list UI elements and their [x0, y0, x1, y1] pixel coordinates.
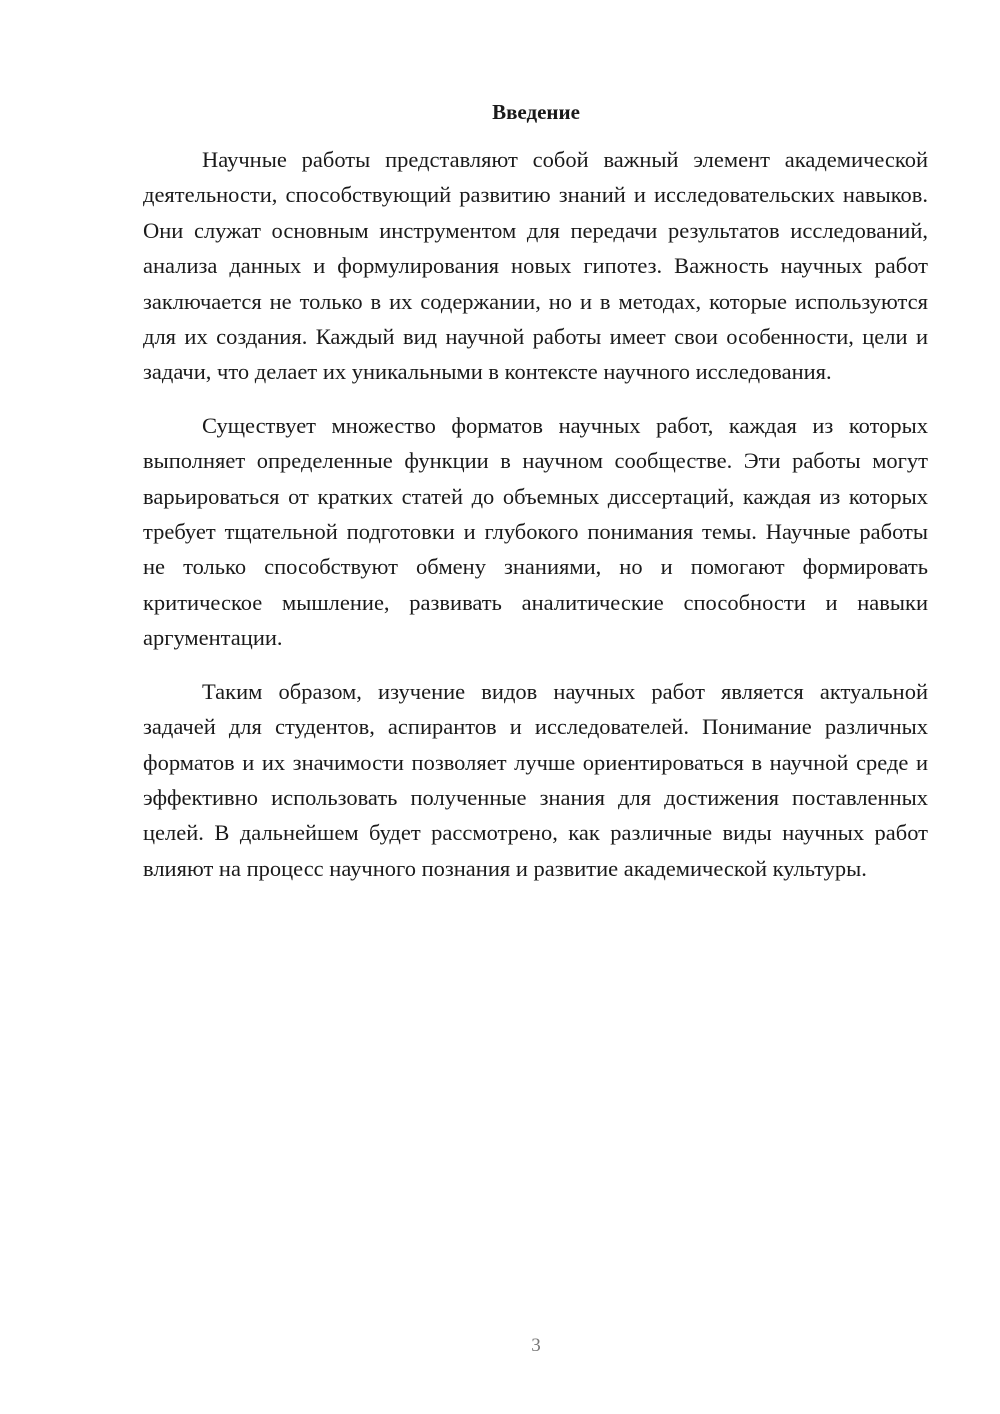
body-text	[143, 142, 928, 904]
paragraph-1: Научные работы представляют собой важный элемент академической деятельности, способствующий развитию знаний и исследовательских навыков. Они служат основным инструментом для передачи результатов исследований, анализа данных и формулирования новых гипотез. Важность научных работ заключается не только в их содержании, но и в методах, которые используются для их создания. Каждый вид научной работы имеет свои особенности, цели и задачи, что делает их уникальными в контексте научного исследования.	[143, 147, 928, 385]
page-number: 3	[531, 1335, 541, 1356]
paragraph-3: Таким образом, изучение видов научных работ является актуальной задачей для студентов, аспирантов и исследователей. Понимание различных форматов и их значимости позволяет лучше ориентироваться в научной среде и эффективно использовать полученные знания для достижения поставленных целей. В дальнейшем будет рассмотрено, как различные виды научных работ влияют на процесс научного познания и развитие академической культуры.	[143, 678, 928, 881]
paragraph-2: Существует множество форматов научных работ, каждая из которых выполняет определенные функции в научном сообществе. Эти работы могут варьироваться от кратких статей до объемных диссертаций, каждая из которых требует тщательной подготовки и глубокого понимания темы. Научные работы не только способствуют обмену знаниями, но и помогают формировать критическое мышление, развивать аналитические способности и навыки аргументации.	[143, 412, 928, 651]
section-heading: Введение	[492, 100, 580, 124]
